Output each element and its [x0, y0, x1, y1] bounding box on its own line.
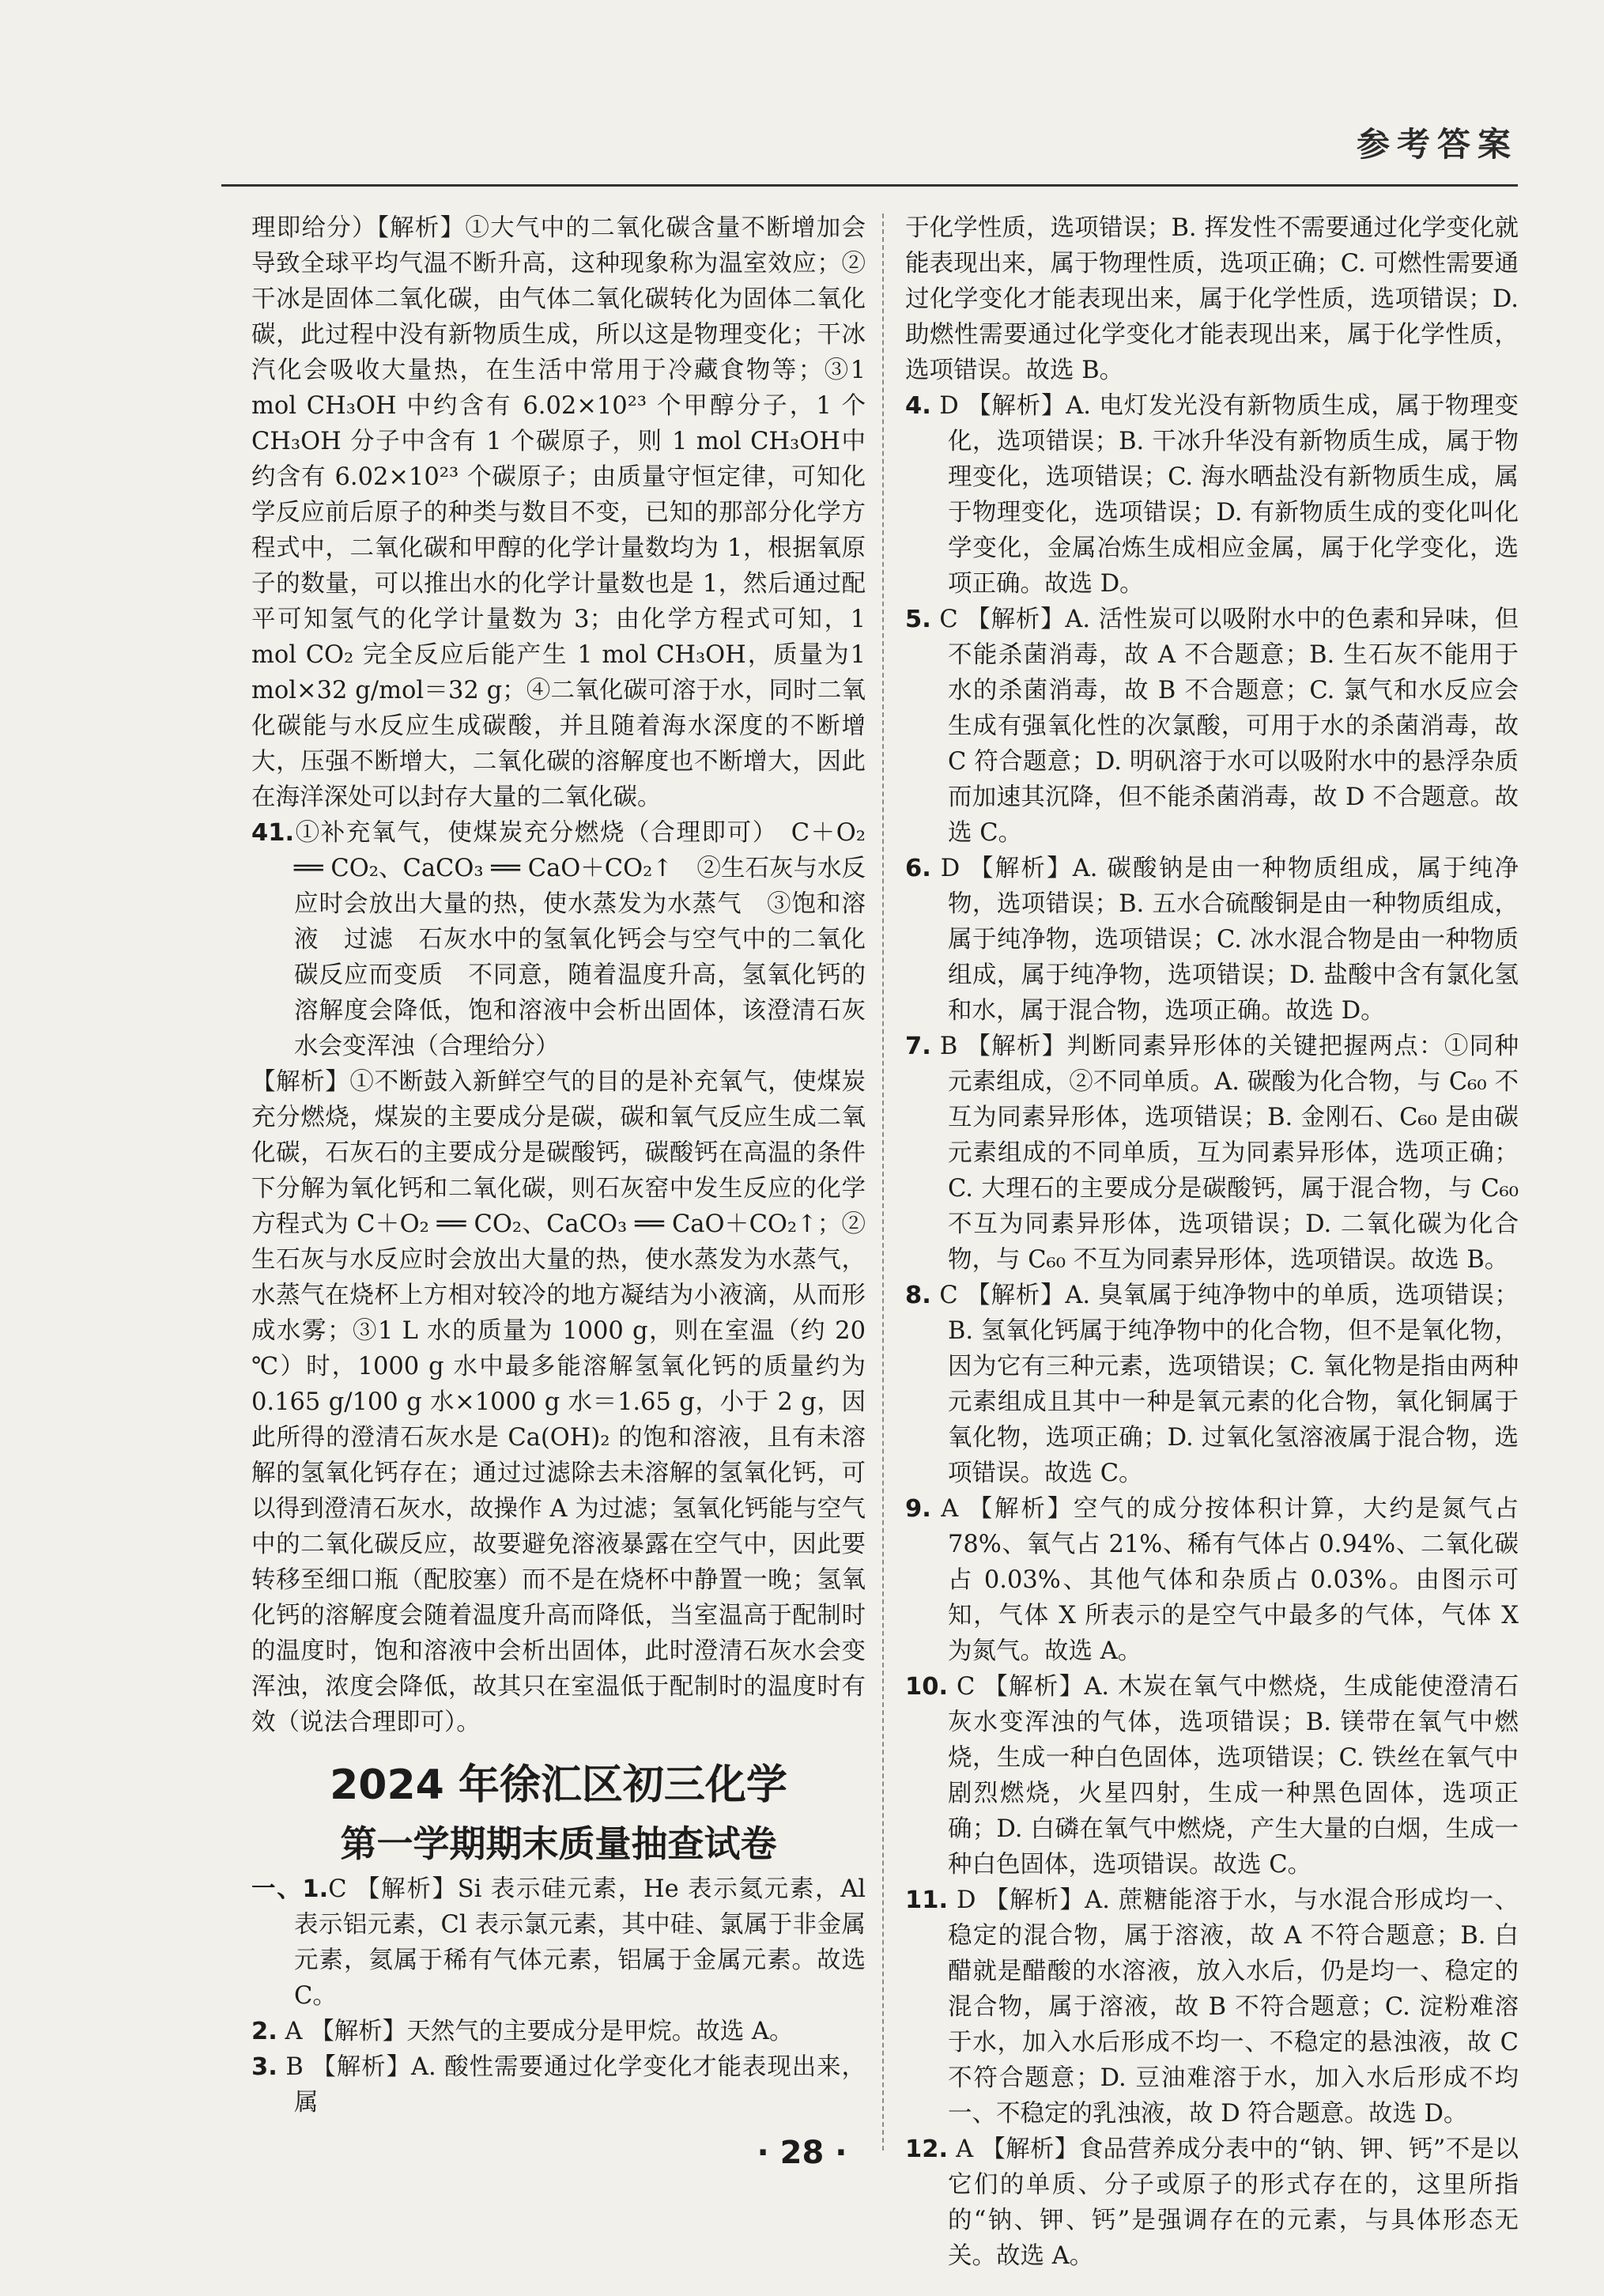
q7-text: B 【解析】判断同素异形体的关键把握两点：①同种元素组成，②不同单质。A. 碳酸为化合物，与 C₆₀ 不互为同素异形体，选项错误；B. 金刚石、C₆₀ 是由碳元素组成的不同单质，互为同素异形体，选项正确；C. 大理石的主要成分是碳酸钙，属于混合物，与 C₆₀ 不互为同素异形体，选项错误；D. 二氧化碳为化合物，与 C₆₀ 不互为同素异形体，选项错误。故选 B。 [939, 1033, 1519, 1274]
q1-text: C 【解析】Si 表示硅元素，He 表示氦元素，Al 表示铝元素，Cl 表示氯元素，其中硅、氯属于非金属元素，氦属于稀有气体元素，铝属于金属元素。故选 C。 [294, 1875, 866, 2010]
q7-number: 7. [905, 1033, 931, 1060]
header-rule [221, 184, 1518, 187]
q4-answer [905, 388, 1519, 602]
q12-text: A 【解析】食品营养成分表中的“钠、钾、钙”不是以它们的单质、分子或原子的形式存在的，这里所指的“钠、钾、钙”是强调存在的元素，与具体形态无关。故选 A。 [948, 2136, 1519, 2270]
q2-text: A 【解析】天然气的主要成分是甲烷。故选 A。 [285, 2018, 794, 2045]
q2-number: 2. [251, 2018, 277, 2045]
q41-number: 41. [251, 819, 295, 847]
q12-number: 12. [905, 2136, 949, 2163]
q11-text: D 【解析】A. 蔗糖能溶于水，与水混合形成均一、稳定的混合物，属于溶液，故 A 不符合题意；B. 白醋就是醋酸的水溶液，放入水后，仍是均一、稳定的混合物，属于溶液，故 B 不符合题意；C. 淀粉难溶于水，加入水后形成不均一、不稳定的悬浊液，故 C 不符合题意；D. 豆油难溶于水，加入水后形成不均一、不稳定的乳浊液，故 D 符合题意。故选 D。 [948, 1886, 1519, 2128]
q6-number: 6. [905, 855, 931, 882]
q4-number: 4. [905, 392, 931, 420]
header-title: 参考答案 [1356, 125, 1518, 164]
page-number: · 28 · [757, 2135, 847, 2171]
q8-text: C 【解析】A. 臭氧属于纯净物中的单质，选项错误；B. 氢氧化钙属于纯净物中的化合物，但不是氧化物，因为它有三种元素，选项错误；C. 氧化物是指由两种元素组成且其中一种是氧元素的化合物，氧化铜属于氧化物，选项正确；D. 过氧化氢溶液属于混合物，选项错误。故选 C。 [939, 1282, 1519, 1487]
q1-number: 一、1. [251, 1875, 329, 1903]
q10-text: C 【解析】A. 木炭在氧气中燃烧，生成能使澄清石灰水变浑浊的气体，选项错误；B. 镁带在氧气中燃烧，生成一种白色固体，选项错误；C. 铁丝在氧气中剧烈燃烧，火星四射，生成一种黑色固体，选项正确；D. 白磷在氧气中燃烧，产生大量的白烟，生成一种白色固体，选项错误。故选 C。 [948, 1673, 1519, 1879]
q40-analysis-continued: 理即给分）【解析】①大气中的二氧化碳含量不断增加会导致全球平均气温不断升高，这种现象称为温室效应；②干冰是固体二氧化碳，由气体二氧化碳转化为固体二氧化碳，此过程中没有新物质生成，所以这是物理变化；干冰汽化会吸收大量热，在生活中常用于冷藏食物等；③1 mol CH₃OH 中约含有 6.02×10²³ 个甲醇分子，1 个 CH₃OH 分子中含有 1 个碳原子，则 1 mol CH₃OH中约含有 6.02×10²³ 个碳原子；由质量守恒定律，可知化学反应前后原子的种类与数目不变，已知的那部分化学方程式中，二氧化碳和甲醇的化学计量数均为 1，根据氧原子的数量，可以推出水的化学计量数也是 1，然后通过配平可知氢气的化学计量数为 3；由化学方程式可知，1 mol CO₂ 完全反应后能产生 1 mol CH₃OH，质量为1 mol×32 g/mol＝32 g；④二氧化碳可溶于水，同时二氧化碳能与水反应生成碳酸，并且随着海水深度的不断增大，压强不断增大，二氧化碳的溶解度也不断增大，因此在海洋深处可以封存大量的二氧化碳。 [251, 214, 866, 811]
q8-answer [905, 1278, 1519, 1491]
q5-number: 5. [905, 606, 931, 633]
exam-title-line-2: 第一学期期末质量抽查试卷 [340, 1822, 777, 1865]
q3-continued: 于化学性质，选项错误；B. 挥发性不需要通过化学变化就能表现出来，属于物理性质，选项正确；C. 可燃性需要通过化学变化才能表现出来，属于化学性质，选项错误；D. 助燃性需要通过化学变化才能表现出来，属于化学性质，选项错误。故选 B。 [905, 214, 1519, 384]
q3-number: 3. [251, 2053, 277, 2081]
left-column [251, 210, 866, 2120]
q2-answer [251, 2014, 866, 2049]
q3-text: B 【解析】A. 酸性需要通过化学变化才能表现出来，属 [285, 2053, 866, 2117]
q10-answer [905, 1669, 1519, 1882]
q11-number: 11. [905, 1886, 949, 1914]
q9-answer [905, 1491, 1519, 1669]
q5-text: C 【解析】A. 活性炭可以吸附水中的色素和异味，但不能杀菌消毒，故 A 不合题意；B. 生石灰不能用于水的杀菌消毒，故 B 不合题意；C. 氯气和水反应会生成有强氧化性的次氯酸，可用于水的杀菌消毒，故 C 符合题意；D. 明矾溶于水可以吸附水中的悬浮杂质而加速其沉降，但不能杀菌消毒，故 D 不合题意。故选 C。 [939, 606, 1519, 847]
q4-text: D 【解析】A. 电灯发光没有新物质生成，属于物理变化，选项错误；B. 干冰升华没有新物质生成，属于物理变化，选项错误；C. 海水晒盐没有新物质生成，属于物理变化，选项错误；D. 有新物质生成的变化叫化学变化，金属冶炼生成相应金属，属于化学变化，选项正确。故选 D。 [939, 392, 1519, 598]
q8-number: 8. [905, 1282, 931, 1309]
column-divider [882, 213, 884, 2151]
q41-answer [251, 815, 866, 1064]
exam-title-line-1: 2024 年徐汇区初三化学 [330, 1762, 787, 1809]
q9-number: 9. [905, 1495, 931, 1523]
q41-answer-text: ①补充氧气，使煤炭充分燃烧（合理即可） C＋O₂ ══ CO₂、CaCO₃ ══ CaO＋CO₂↑ ②生石灰与水反应时会放出大量的热，使水蒸发为水蒸气 ③饱和溶液 过滤 石灰水中的氢氧化钙会与空气中的二氧化碳反应而变质 不同意，随着温度升高，氢氧化钙的溶解度会降低，饱和溶液中会析出固体，该澄清石灰水会变浑浊（合理给分） [294, 819, 866, 1060]
q1-answer [251, 1871, 866, 2014]
q6-answer [905, 851, 1519, 1029]
page-header [221, 119, 1518, 187]
q7-answer [905, 1029, 1519, 1278]
q41-analysis: 【解析】①不断鼓入新鲜空气的目的是补充氧气，使煤炭充分燃烧，煤炭的主要成分是碳，碳和氧气反应生成二氧化碳，石灰石的主要成分是碳酸钙，碳酸钙在高温的条件下分解为氧化钙和二氧化碳，则石灰窑中发生反应的化学方程式为 C＋O₂ ══ CO₂、CaCO₃ ══ CaO＋CO₂↑；②生石灰与水反应时会放出大量的热，使水蒸发为水蒸气，水蒸气在烧杯上方相对较冷的地方凝结为小液滴，从而形成水雾；③1 L 水的质量为 1000 g，则在室温（约 20 ℃）时，1000 g 水中最多能溶解氢氧化钙的质量约为 0.165 g/100 g 水×1000 g 水＝1.65 g，小于 2 g，因此所得的澄清石灰水是 Ca(OH)₂ 的饱和溶液，且有未溶解的氢氧化钙存在；通过过滤除去未溶解的氢氧化钙，可以得到澄清石灰水，故操作 A 为过滤；氢氧化钙能与空气中的二氧化碳反应，故要避免溶液暴露在空气中，因此要转移至细口瓶（配胶塞）而不是在烧杯中静置一晚；氢氧化钙的溶解度会随着温度升高而降低，当室温高于配制时的温度时，饱和溶液中会析出固体，此时澄清石灰水会变浑浊，浓度会降低，故其只在室温低于配制时的温度时有效（说法合理即可）。 [251, 1068, 866, 1736]
q3-answer [251, 2049, 866, 2120]
q11-answer [905, 1882, 1519, 2132]
right-column [905, 210, 1519, 2274]
q10-number: 10. [905, 1673, 949, 1701]
q5-answer [905, 602, 1519, 851]
q9-text: A 【解析】空气的成分按体积计算，大约是氮气占 78%、氧气占 21%、稀有气体占 0.94%、二氧化碳占 0.03%、其他气体和杂质占 0.03%。由图示可知，气体 X 所表示的是空气中最多的气体，气体 X 为氮气。故选 A。 [941, 1495, 1519, 1665]
q6-text: D 【解析】A. 碳酸钠是由一种物质组成，属于纯净物，选项错误；B. 五水合硫酸铜是由一种物质组成，属于纯净物，选项错误；C. 冰水混合物是由一种物质组成，属于纯净物，选项错误；D. 盐酸中含有氯化氢和水，属于混合物，选项正确。故选 D。 [940, 855, 1519, 1025]
